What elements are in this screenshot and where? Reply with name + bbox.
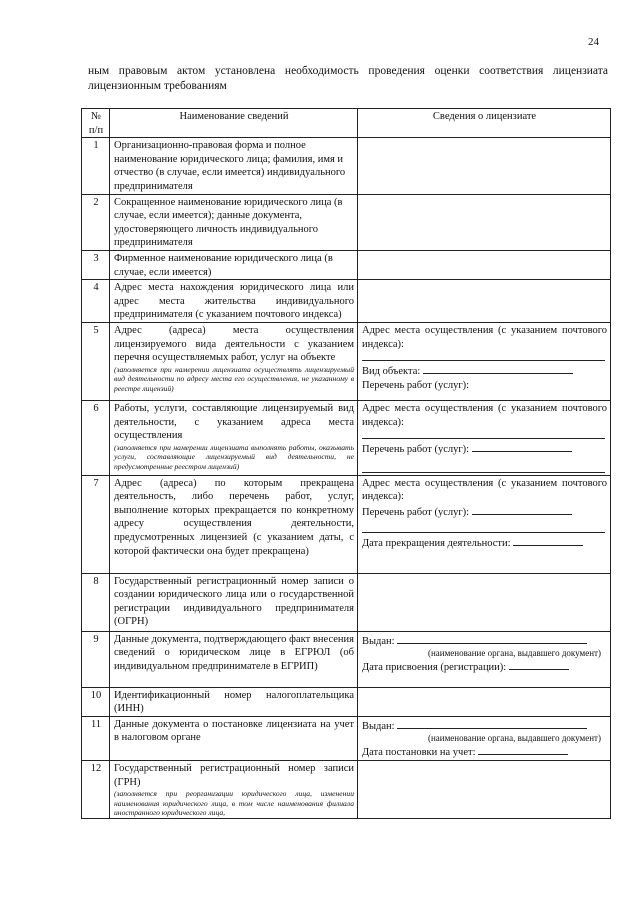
address-label: Адрес места осуществления (с указанием почтового индекса): [362,477,607,503]
address-label: Адрес места осуществления (с указанием почтового индекса): [362,324,607,350]
works-label: Перечень работ (услуг): [362,379,470,391]
table-row [82,194,611,250]
row-number: 5 [82,322,110,400]
row-value-cell[interactable] [358,761,611,819]
assign-date-field[interactable] [509,659,569,670]
issued-field[interactable] [397,633,587,644]
row-label: Организационно-правовая форма и полное наименование юридического лица; фамилия, имя и отчество (в случае, если имеется) индивидуального предпринимателя [110,138,358,194]
row-note: (заполняется при намерении лицензиата осуществлять лицензируемый вид деятельности по адресу места его осуществления, не указанному в реестре лицензий) [114,364,354,393]
row-number: 4 [82,280,110,323]
row-value-cell[interactable] [358,194,611,250]
works-field[interactable] [472,504,572,515]
object-label: Вид объекта: [362,366,421,378]
row-note: (заполняется при намерении лицензиата выполнять работы, оказывать услуги, составляющие лицензируемый вид деятельности, не предусмотренные реестром лицензий) [114,442,354,471]
row-label: Идентификационный номер налогоплательщика (ИНН) [110,687,358,716]
issued-field[interactable] [397,718,587,729]
licensee-info-table [81,108,611,819]
row-value-cell[interactable] [358,687,611,716]
header-info: Сведения о лицензиате [358,109,611,138]
row-value-cell[interactable] [358,280,611,323]
issued-caption: (наименование органа, выдавшего документ) [427,733,601,744]
row-number: 11 [82,716,110,760]
table-header-row [82,109,611,138]
row-number: 2 [82,194,110,250]
address-field[interactable] [362,351,605,361]
table-row [82,250,611,279]
row-label-cell [110,761,358,819]
table-row [82,716,611,760]
page-number: 24 [588,36,599,48]
row-label: Адрес (адреса) по которым прекращена деятельность, либо перечень работ, услуг, выполнение которых прекращается по конкретному адресу осуществления деятельности, предусмотренных лицензией (с указанием даты, с которой фактически она будет прекращена) [110,475,358,573]
row-label: Фирменное наименование юридического лица (в случае, если имеется) [110,250,358,279]
row-label-cell [110,322,358,400]
row-value-cell [358,475,611,573]
works-field-extra[interactable] [362,523,605,533]
row-label: Государственный регистрационный номер записи о создании юридического лица или о государственной регистрации индивидуального предпринимателя (ОГРН) [110,573,358,631]
row-value-cell [358,631,611,687]
row-value-cell[interactable] [358,250,611,279]
tax-date-label: Дата постановки на учет: [362,747,476,759]
row-label: Сокращенное наименование юридического лица (в случае, если имеется); данные документа, удостоверяющего личность индивидуального предпринимателя [110,194,358,250]
object-field[interactable] [423,363,573,374]
row-number: 8 [82,573,110,631]
row-number: 9 [82,631,110,687]
issued-caption: (наименование органа, выдавшего документ) [427,648,601,659]
table-row [82,280,611,323]
table-row [82,761,611,819]
table-row [82,322,611,400]
end-date-label: Дата прекращения деятельности: [362,538,511,550]
table-row [82,475,611,573]
row-label: Адрес места нахождения юридического лица или адрес места жительства индивидуального предпринимателя (с указанием почтового индекса) [110,280,358,323]
issued-label: Выдан: [362,635,395,647]
header-num: № п/п [82,109,110,138]
address-field[interactable] [362,429,605,439]
address-label: Адрес места осуществления (с указанием почтового индекса): [362,402,607,428]
table-row [82,573,611,631]
row-note: (заполняется при реорганизации юридического лица, изменении наименования юридического лица, в том числе наименования филиала иностранного юридического лица, [114,789,354,818]
row-label-cell [110,400,358,475]
row-number: 10 [82,687,110,716]
row-number: 6 [82,400,110,475]
row-number: 3 [82,250,110,279]
row-value-cell [358,322,611,400]
row-value-cell[interactable] [358,138,611,194]
tax-date-field[interactable] [478,744,568,755]
intro-paragraph: ным правовым актом установлена необходимость проведения оценки соответствия лицензиата лицензионным требованиям [88,65,608,92]
row-label: Адрес (адреса) места осуществления лицензируемого вида деятельности с указанием перечня осуществляемых работ, услуг на объекте [114,324,354,364]
row-number: 12 [82,761,110,819]
row-label: Данные документа, подтверждающего факт внесения сведений о юридическом лице в ЕГРЮЛ (об индивидуальном предпринимателе в ЕГРИП) [110,631,358,687]
works-field[interactable] [472,441,572,452]
table-row [82,631,611,687]
works-label: Перечень работ (услуг): [362,444,470,456]
row-value-cell[interactable] [358,573,611,631]
end-date-field[interactable] [513,535,583,546]
row-value-cell [358,716,611,760]
table-row [82,687,611,716]
table-row [82,400,611,475]
table-row [82,138,611,194]
row-label: Работы, услуги, составляющие лицензируемый вид деятельности, с указанием адреса места осуществления [114,402,354,442]
header-name: Наименование сведений [110,109,358,138]
row-number: 7 [82,475,110,573]
works-field-extra[interactable] [362,463,605,473]
row-value-cell [358,400,611,475]
row-number: 1 [82,138,110,194]
assign-date-label: Дата присвоения (регистрации): [362,662,507,674]
issued-label: Выдан: [362,720,395,732]
row-label: Государственный регистрационный номер записи (ГРН) [114,763,354,788]
row-label: Данные документа о постановке лицензиата на учет в налоговом органе [110,716,358,760]
works-label: Перечень работ (услуг): [362,506,470,518]
